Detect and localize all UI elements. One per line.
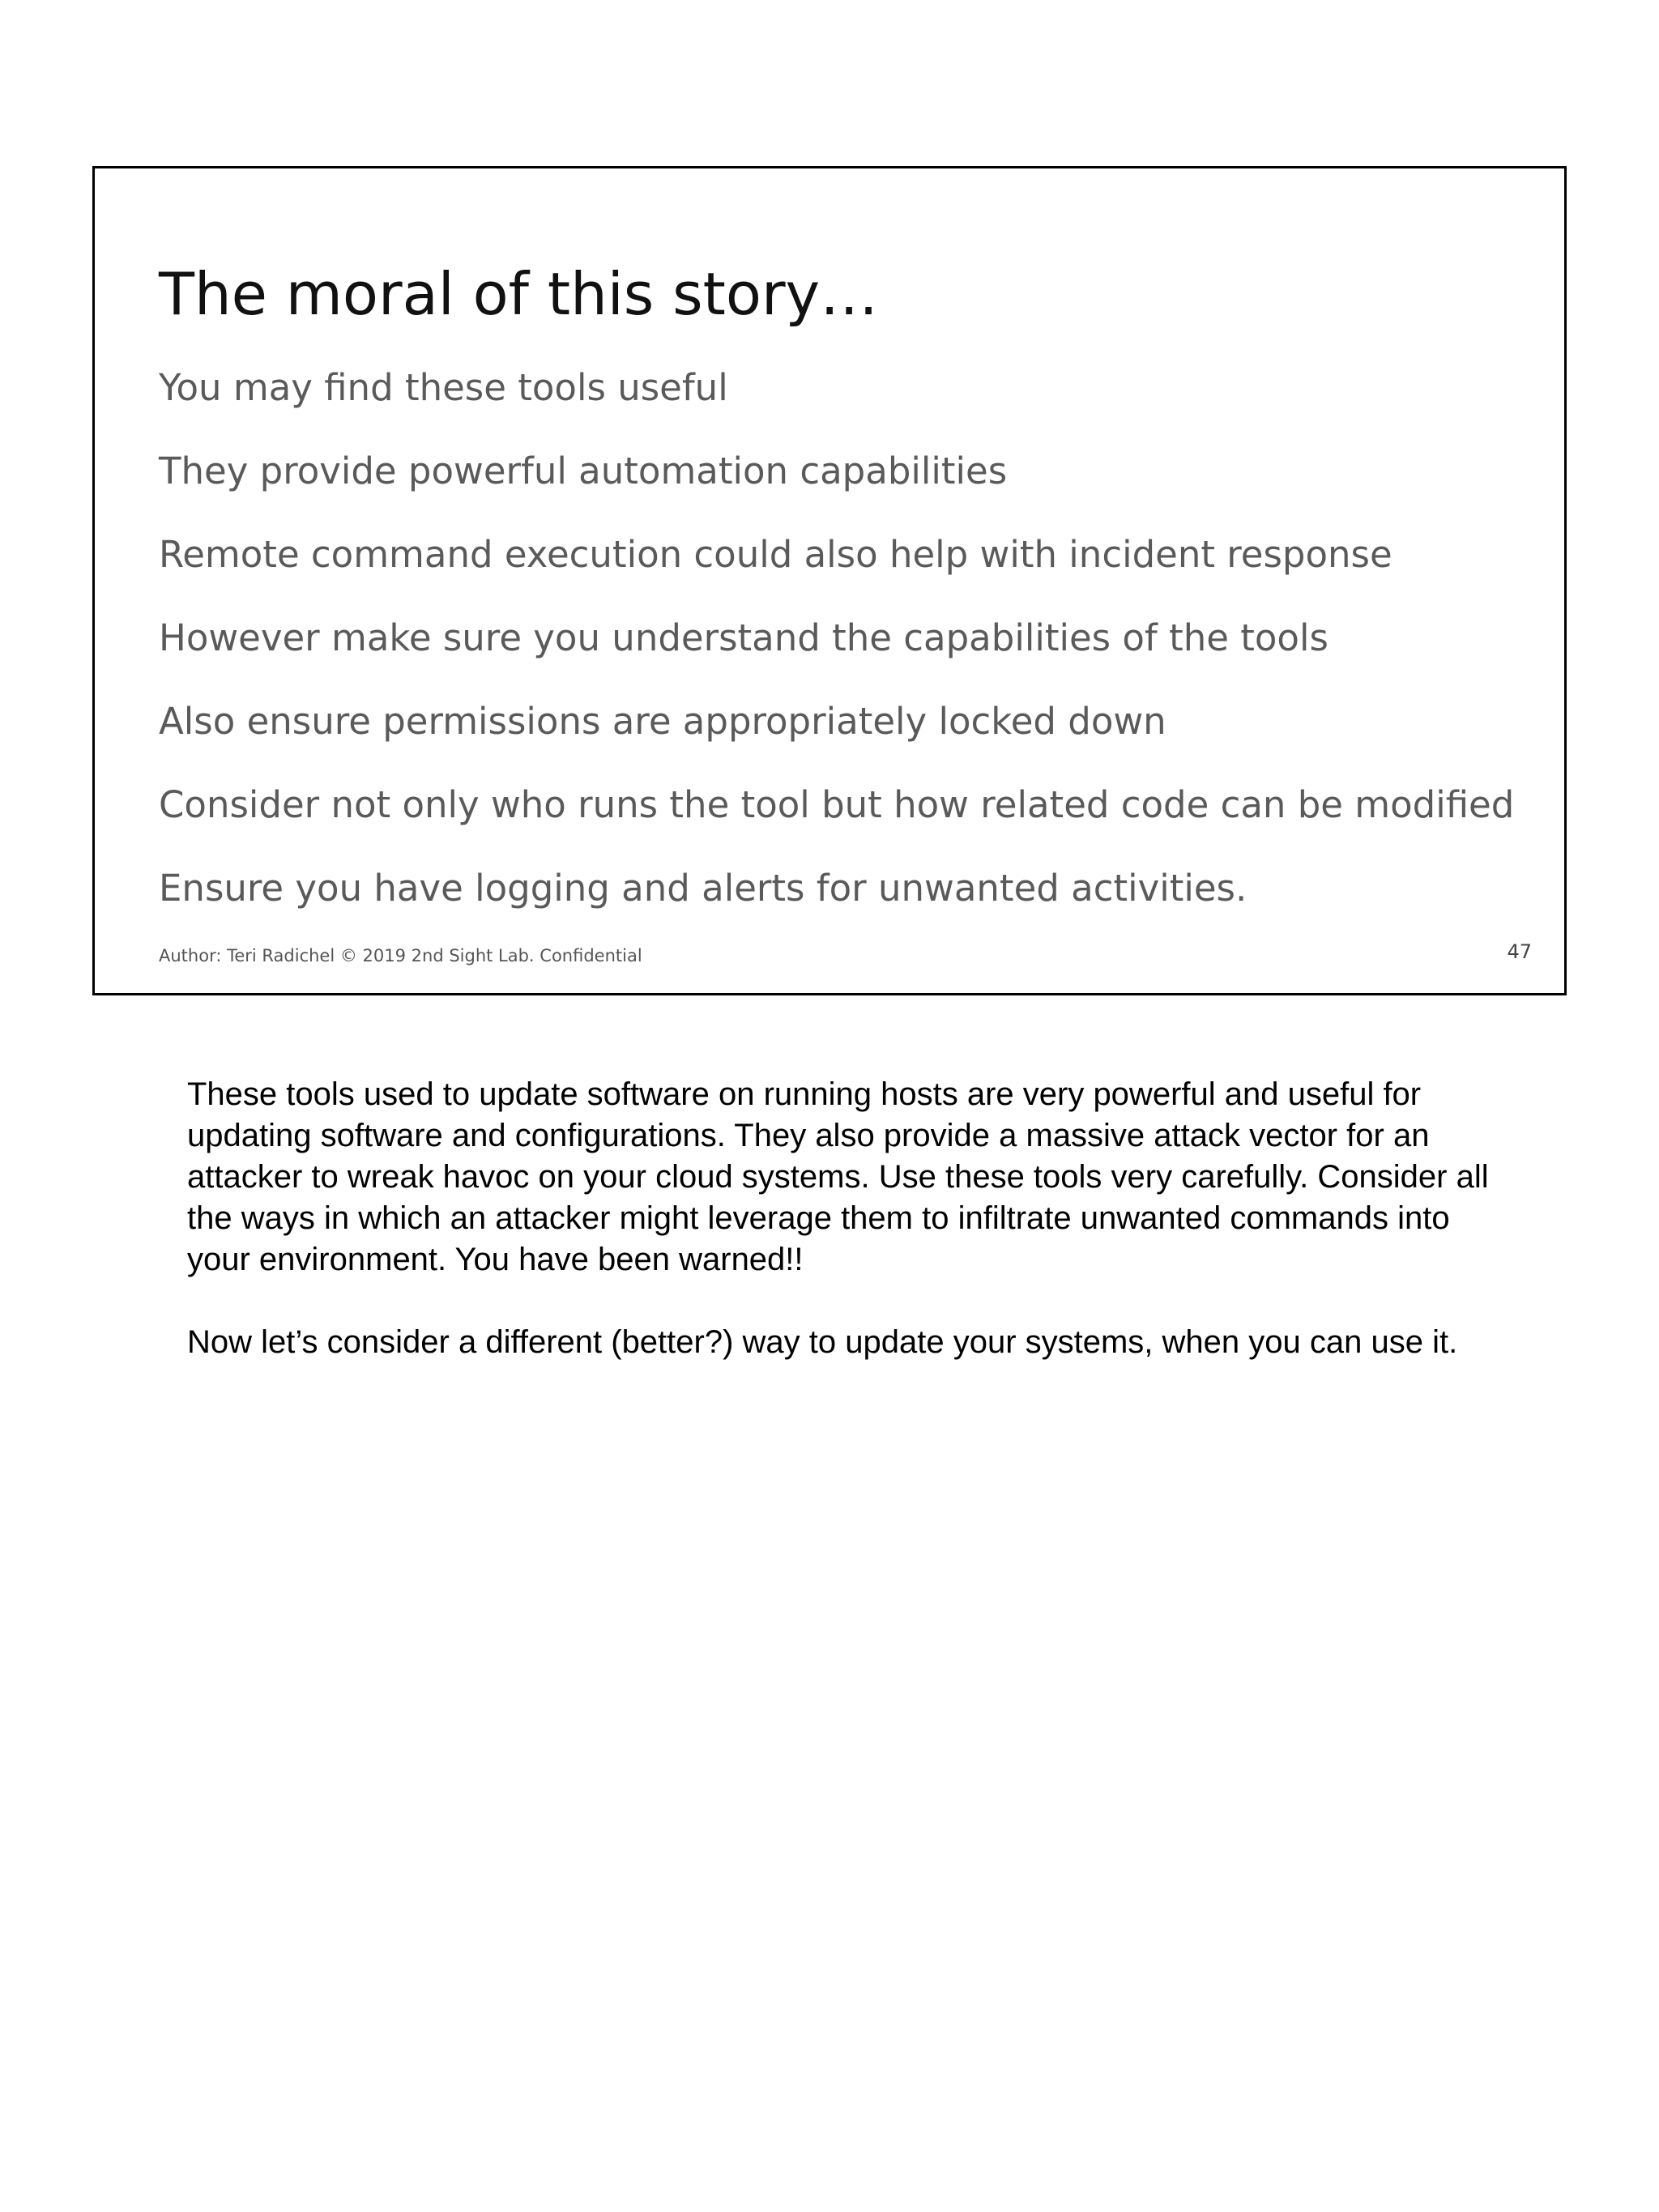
bullet-item: They provide powerful automation capabilities (159, 450, 1008, 492)
notes-paragraph: Now let’s consider a different (better?) way to update your systems, when you can use it. (187, 1324, 1458, 1360)
speaker-notes (187, 1074, 1516, 1404)
slide-footer-author: Author: Teri Radichel © 2019 2nd Sight Lab. Confidential (159, 946, 642, 965)
slide (92, 166, 1567, 995)
bullet-item: You may find these tools useful (159, 366, 728, 409)
bullet-item: Remote command execution could also help with incident response (159, 533, 1392, 576)
bullet-item: Ensure you have logging and alerts for unwanted activities. (159, 867, 1247, 910)
slide-title: The moral of this story… (159, 260, 879, 328)
bullet-item: However make sure you understand the capabilities of the tools (159, 616, 1328, 659)
bullet-list (159, 364, 1514, 948)
bullet-item: Consider not only who runs the tool but how related code can be modified (159, 783, 1515, 826)
notes-paragraph: These tools used to update software on running hosts are very powerful and useful for updating software and configurations. They also provide a massive attack vector for an attacker to wreak havoc on your cloud systems. Use these tools very carefully. Consider all the ways in which an attacker might leverage them to infiltrate unwanted commands into your environment. You have been warned!! (187, 1076, 1489, 1277)
bullet-item: Also ensure permissions are appropriately locked down (159, 700, 1166, 743)
slide-page-number: 47 (1507, 940, 1532, 963)
